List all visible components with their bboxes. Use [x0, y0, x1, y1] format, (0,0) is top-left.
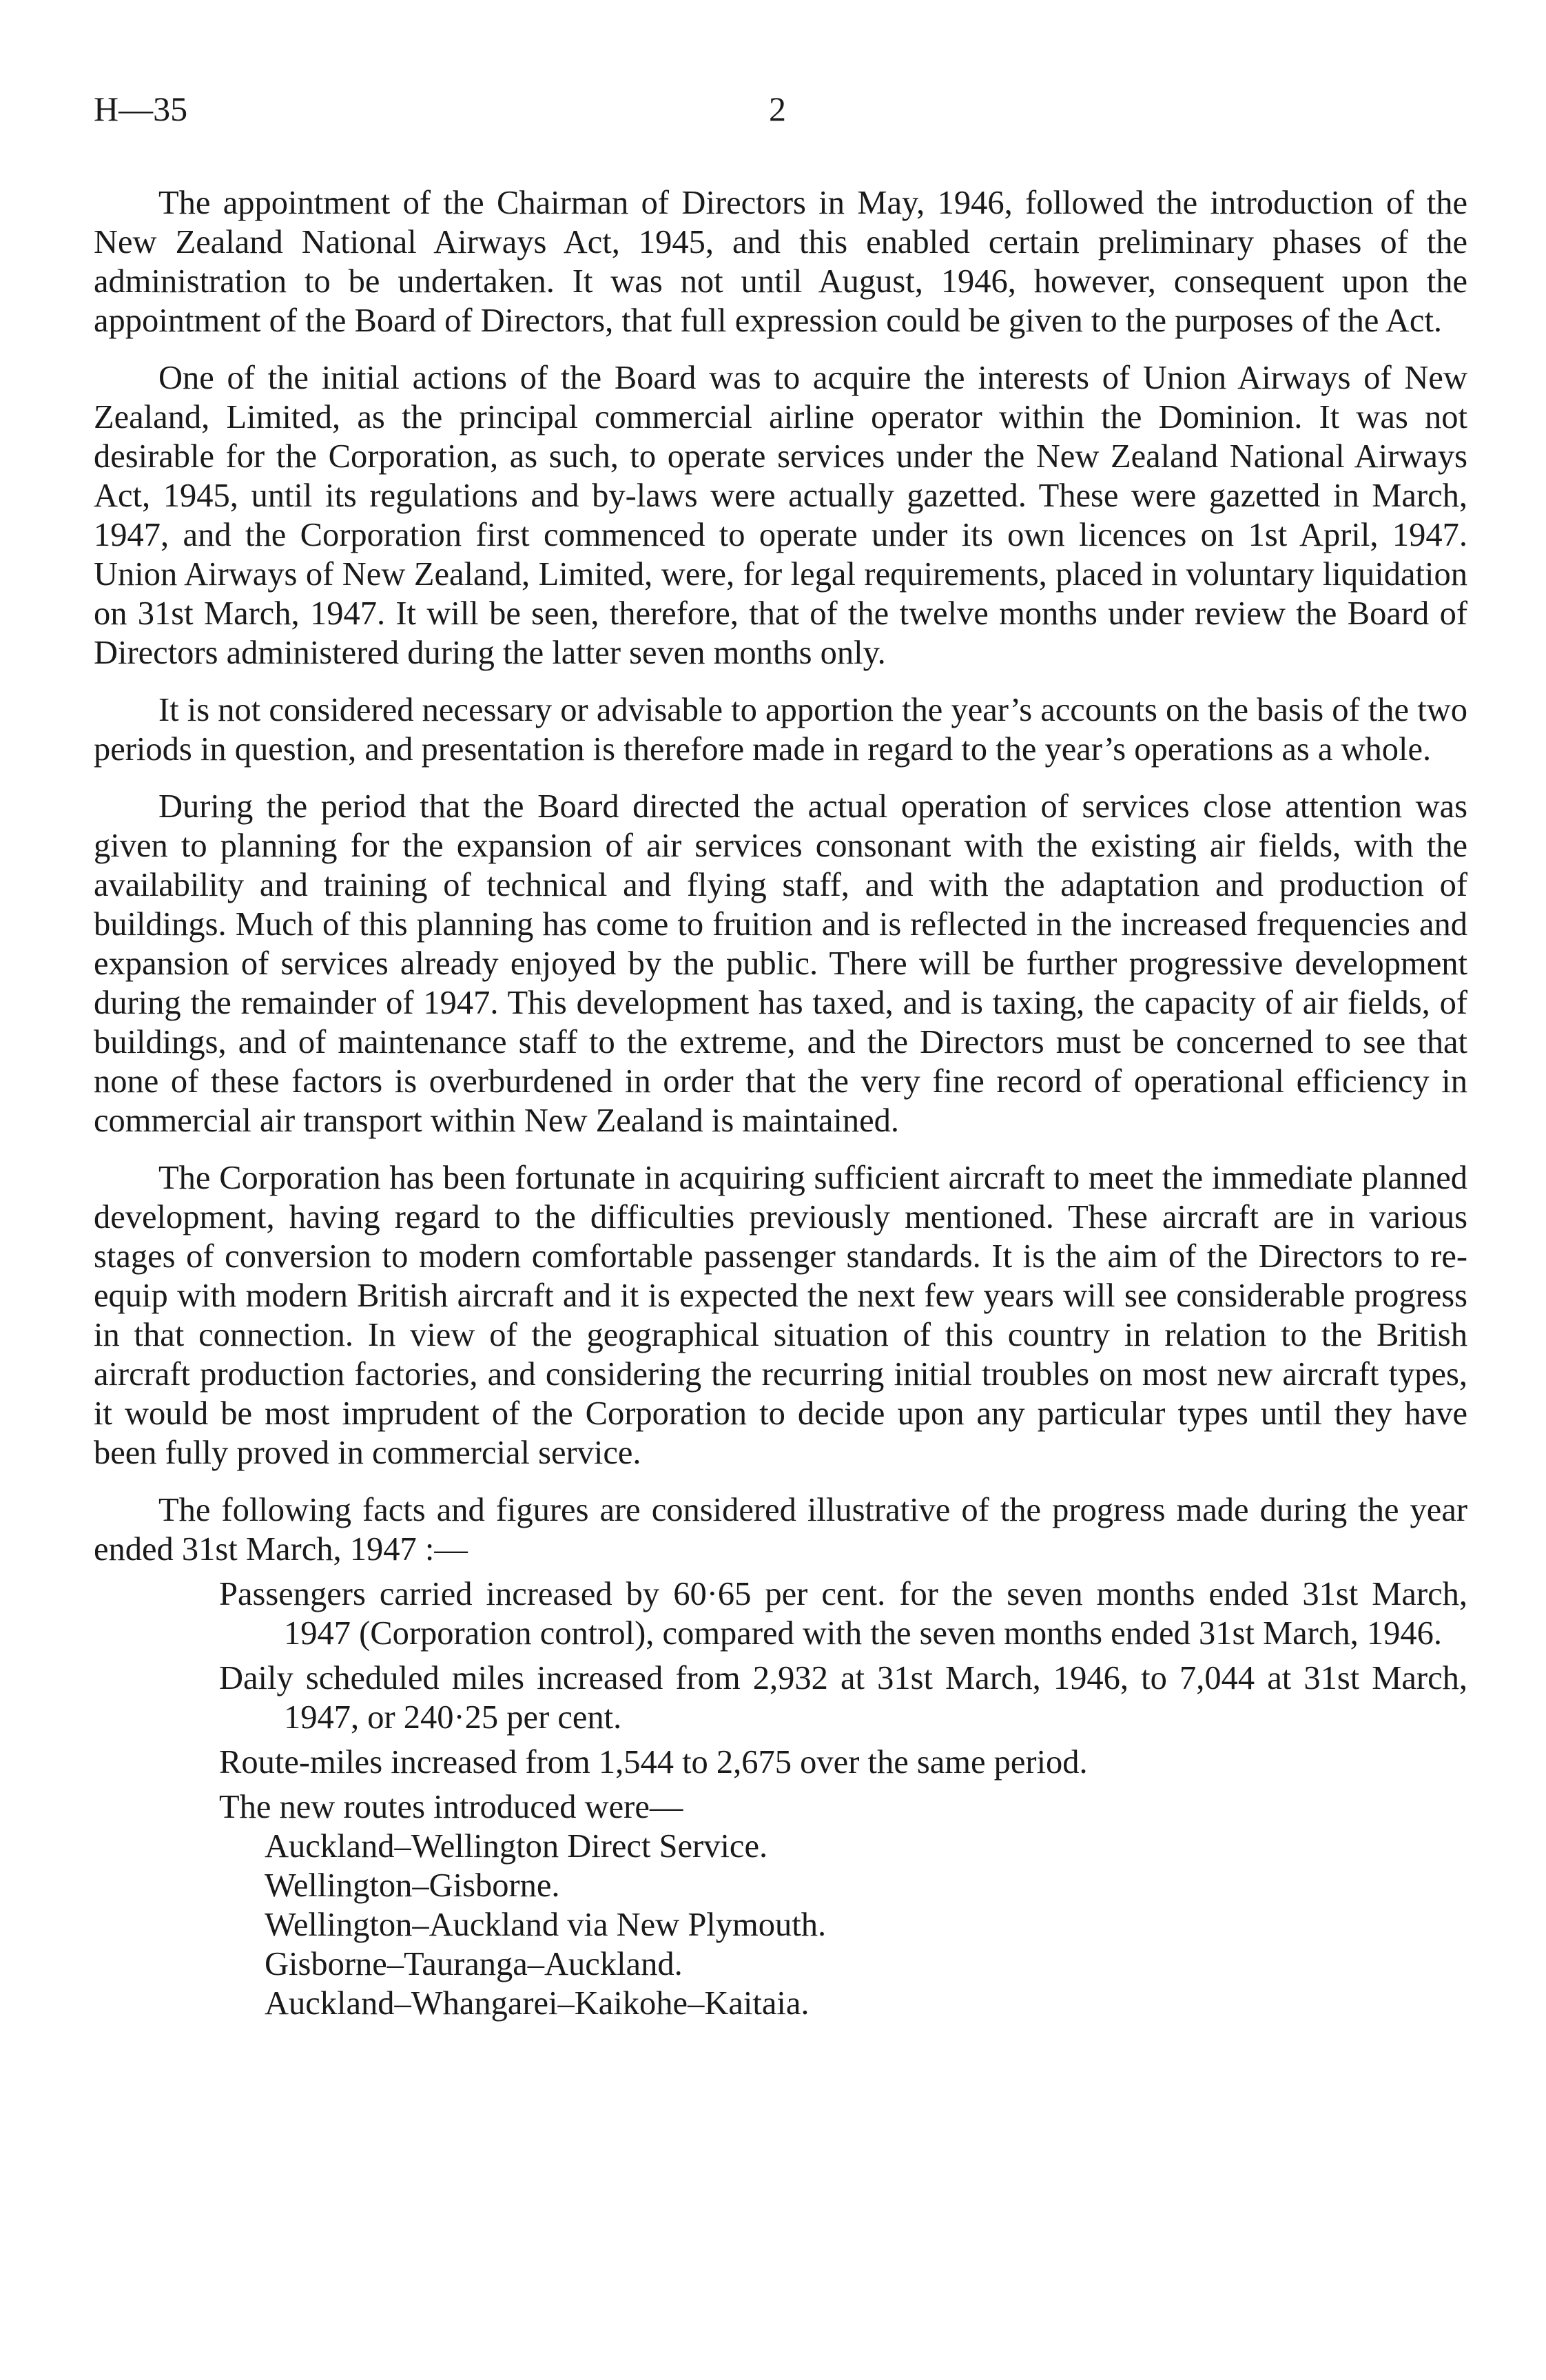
route-item: Wellington–Gisborne.: [265, 1867, 560, 1904]
routes-intro: The new routes introduced were—: [219, 1789, 683, 1825]
paragraph-accounts: It is not considered necessary or advisable to apportion the year’s accounts on the basis of the two periods in question, and presentation is therefore made in regard to the year’s operations as a whole.: [94, 692, 1467, 768]
report-body: [94, 183, 1467, 2023]
paragraph-appointment: The appointment of the Chairman of Directors in May, 1946, followed the introduction of the New Zealand National Airways Act, 1945, and this enabled certain preliminary phases of the administration to be undertaken. It was not until August, 1946, however, consequent upon the appointment of the Board of Directors, that full expression could be given to the purposes of the Act.: [94, 185, 1467, 339]
fact-passengers: Passengers carried increased by 60·65 per cent. for the seven months ended 31st March, 1947 (Corporation control), compared with the seven months ended 31st March, 1946.: [219, 1576, 1467, 1652]
paragraph-union-airways: One of the initial actions of the Board was to acquire the interests of Union Airways of New Zealand, Limited, as the principal commercial airline operator within the Dominion. It was not desirable for the Corporation, as such, to operate services under the New Zealand National Airways Act, 1945, until its regulations and by-laws were actually gazetted. These were gazetted in March, 1947, and the Corporation first commenced to operate under its own licences on 1st April, 1947. Union Airways of New Zealand, Limited, were, for legal requirements, placed in voluntary liquidation on 31st March, 1947. It will be seen, therefore, that of the twelve months under review the Board of Directors administered during the latter seven months only.: [94, 360, 1467, 671]
route-item: Auckland–Whangarei–Kaikohe–Kaitaia.: [265, 1985, 810, 2022]
document-reference: H—35: [94, 90, 188, 128]
paragraph-facts-intro: The following facts and figures are considered illustrative of the progress made during the year ended 31st March, 1947 :—: [94, 1492, 1467, 1568]
fact-route-miles: Route-miles increased from 1,544 to 2,675 over the same period.: [219, 1744, 1088, 1781]
route-item: Wellington–Auckland via New Plymouth.: [265, 1907, 827, 1943]
routes-list: [94, 1827, 1467, 2023]
paragraph-planning: During the period that the Board directed the actual operation of services close attention was given to planning for the expansion of air services consonant with the existing air fields, with the availability and training of technical and flying staff, and with the adaptation and production of buildings. Much of this planning has come to fruition and is reflected in the increased frequencies and expansion of services already enjoyed by the public. There will be further progressive development during the remainder of 1947. This development has taxed, and is taxing, the capacity of air fields, of buildings, and of maintenance staff to the extreme, and the Directors must be concerned to see that none of these factors is overburdened in order that the very fine record of operational efficiency in commercial air transport within New Zealand is maintained.: [94, 788, 1467, 1139]
fact-daily-miles: Daily scheduled miles increased from 2,932 at 31st March, 1946, to 7,044 at 31st March, 1947, or 240·25 per cent.: [219, 1660, 1467, 1736]
page-number: 2: [769, 90, 786, 128]
paragraph-aircraft: The Corporation has been fortunate in acquiring sufficient aircraft to meet the immediate planned development, having regard to the difficulties previously mentioned. These aircraft are in various stages of conversion to modern comfortable passenger standards. It is the aim of the Directors to re-equip with modern British aircraft and it is expected the next few years will see considerable progress in that connection. In view of the geographical situation of this country in relation to the British aircraft production factories, and considering the recurring initial troubles on most new aircraft types, it would be most imprudent of the Corporation to decide upon any particular types until they have been fully proved in commercial service.: [94, 1160, 1467, 1471]
route-item: Gisborne–Tauranga–Auckland.: [265, 1946, 683, 1982]
route-item: Auckland–Wellington Direct Service.: [265, 1828, 768, 1865]
